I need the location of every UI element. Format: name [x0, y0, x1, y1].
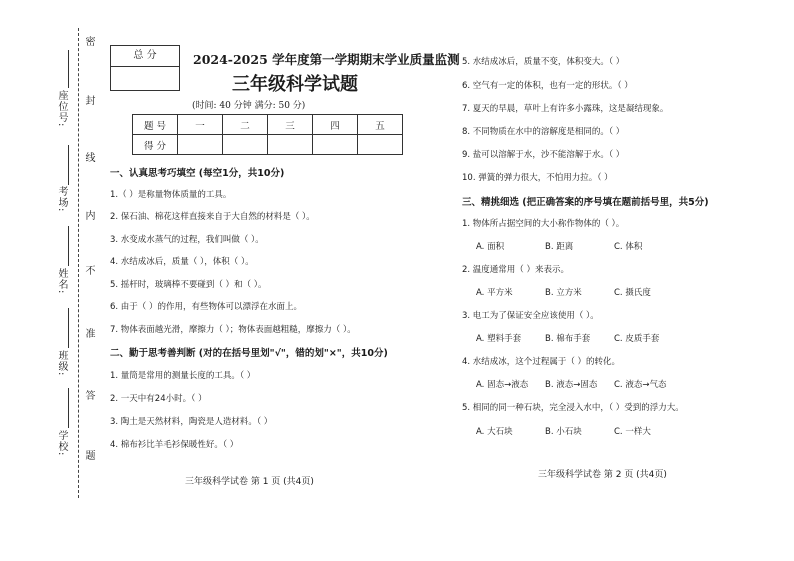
- class-field[interactable]: [68, 308, 69, 348]
- table-cell: 一: [178, 115, 223, 135]
- question-item: 7. 夏天的早晨，草叶上有许多小露珠，这是凝结现象。: [462, 104, 669, 114]
- question-item: 7. 物体表面越光滑，摩擦力（ ）；物体表面越粗糙，摩擦力（ ）。: [110, 325, 356, 335]
- school-label: 学校:: [56, 430, 67, 457]
- table-cell: 五: [358, 115, 403, 135]
- seal-char: 不: [83, 265, 94, 276]
- question-item: 1. 量筒是常用的测量长度的工具。（ ）: [110, 371, 256, 381]
- table-cell: [268, 135, 313, 155]
- page1-footer: 三年级科学试卷 第 1 页 (共4页): [185, 477, 314, 487]
- question-item: 8. 不同物质在水中的溶解度是相同的。（ ）: [462, 127, 625, 137]
- question-item: 3. 电工为了保证安全应该使用（ ）。: [462, 311, 599, 321]
- table-cell: 三: [268, 115, 313, 135]
- question-item: 1. 物体所占据空间的大小称作物体的（ ）。: [462, 219, 625, 229]
- total-score-label: 总 分: [111, 46, 179, 67]
- option-c: C. 液态→气态: [614, 380, 667, 390]
- question-item: 3. 水变成水蒸气的过程，我们叫做（ ）。: [110, 235, 264, 245]
- time-info: (时间: 40 分钟 满分: 50 分): [192, 101, 306, 111]
- exam-room-label: 考场:: [56, 186, 67, 213]
- option-c: C. 摄氏度: [614, 288, 651, 298]
- seal-char: 内: [83, 210, 94, 221]
- option-c: C. 体积: [614, 242, 643, 252]
- seal-char: 答: [83, 390, 94, 401]
- seat-number-label: 座位号:: [56, 90, 67, 128]
- question-item: 5. 水结成冰后，质量不变，体积变大。（ ）: [462, 57, 625, 67]
- exam-room-field[interactable]: [68, 145, 69, 185]
- seat-number-field[interactable]: [68, 50, 69, 88]
- question-item: 3. 陶土是天然材料，陶瓷是人造材料。（ ）: [110, 417, 273, 427]
- table-cell: 题 号: [133, 115, 178, 135]
- total-score-box: [110, 45, 180, 91]
- question-item: 4. 水结成冰后，质量（ ），体积（ ）。: [110, 257, 254, 267]
- score-table-header-row: [133, 115, 403, 135]
- option-b: B. 液态→固态: [545, 380, 598, 390]
- question-item: 5. 相同的同一种石块，完全浸入水中，（ ）受到的浮力大。: [462, 403, 684, 413]
- binding-line: [78, 28, 79, 498]
- question-item: 5. 摇杆时，玻璃棒不要碰到（ ）和（ ）。: [110, 280, 267, 290]
- name-label: 姓名:: [56, 268, 67, 295]
- option-b: B. 棉布手套: [545, 334, 591, 344]
- option-b: B. 距离: [545, 242, 574, 252]
- option-a: A. 塑料手套: [476, 334, 522, 344]
- option-a: A. 大石块: [476, 427, 513, 437]
- section2-title: 二、勤于思考善判断 (对的在括号里划"√"，错的划"×"，共10分): [110, 348, 388, 359]
- question-item: 2. 保石油、棉花这样直接来自于大自然的材料是（ ）。: [110, 212, 315, 222]
- exam-subject-title: 三年级科学试题: [232, 74, 358, 95]
- table-cell: [178, 135, 223, 155]
- table-cell: 四: [313, 115, 358, 135]
- question-item: 2. 一天中有24小时。（ ）: [110, 394, 207, 404]
- table-cell: 二: [223, 115, 268, 135]
- question-item: 4. 水结成冰，这个过程属于（ ）的转化。: [462, 357, 621, 367]
- seal-char: 题: [83, 450, 94, 461]
- question-item: 6. 由于（ ）的作用，有些物体可以漂浮在水面上。: [110, 302, 303, 312]
- school-field[interactable]: [68, 388, 69, 428]
- table-cell: [313, 135, 358, 155]
- score-table-score-row: [133, 135, 403, 155]
- section3-title: 三、精挑细选 (把正确答案的序号填在题前括号里，共5分): [462, 197, 709, 208]
- class-label: 班级:: [56, 350, 67, 377]
- question-item: 2. 温度通常用（ ）来表示。: [462, 265, 570, 275]
- seal-char: 封: [83, 95, 94, 106]
- score-table: [132, 114, 403, 155]
- seal-char: 线: [83, 152, 94, 163]
- option-c: C. 皮质手套: [614, 334, 660, 344]
- option-c: C. 一样大: [614, 427, 651, 437]
- name-field[interactable]: [68, 226, 69, 266]
- question-item: 1.（ ）是称量物体质量的工具。: [110, 190, 232, 200]
- option-b: B. 立方米: [545, 288, 582, 298]
- seal-char: 准: [83, 328, 94, 339]
- option-a: A. 平方米: [476, 288, 513, 298]
- section1-title: 一、认真思考巧填空 (每空1分，共10分): [110, 168, 285, 179]
- table-cell: [358, 135, 403, 155]
- table-cell: 得 分: [133, 135, 178, 155]
- seal-char: 密: [83, 36, 94, 47]
- table-cell: [223, 135, 268, 155]
- question-item: 4. 棉布衫比羊毛衫保暖性好。（ ）: [110, 440, 239, 450]
- exam-title: 2024-2025 学年度第一学期期末学业质量监测: [193, 52, 460, 67]
- question-item: 6. 空气有一定的体积，也有一定的形状。（ ）: [462, 81, 633, 91]
- option-a: A. 固态→液态: [476, 380, 529, 390]
- option-a: A. 面积: [476, 242, 505, 252]
- question-item: 9. 盐可以溶解于水，沙不能溶解于水。（ ）: [462, 150, 625, 160]
- question-item: 10. 弹簧的弹力很大，不怕用力拉。（ ）: [462, 173, 613, 183]
- page2-footer: 三年级科学试卷 第 2 页 (共4页): [538, 470, 667, 480]
- option-b: B. 小石块: [545, 427, 582, 437]
